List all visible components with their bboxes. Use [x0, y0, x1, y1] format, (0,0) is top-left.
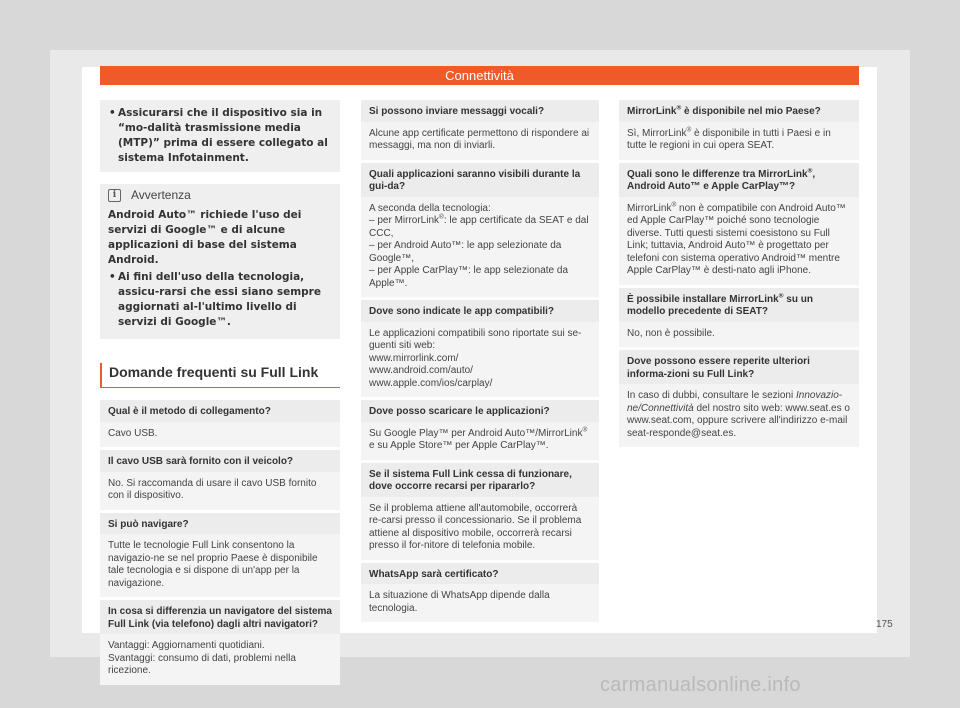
answer-line: Vantaggi: Aggiornamenti quotidiani.: [108, 640, 265, 651]
faq-item: [361, 100, 599, 160]
registered-mark: ®: [778, 292, 784, 300]
registered-mark: ®: [582, 426, 588, 434]
faq-item: [619, 163, 859, 285]
faq-answer: [361, 422, 599, 460]
watermark: carmanualsonline.info: [600, 674, 801, 696]
warning-text: Android Auto™ richiede l'uso dei servizi di Google™ e di alcune applicazioni di base del sistema Android.: [108, 209, 302, 266]
website-link: www.android.com/auto/: [369, 365, 473, 376]
right-column: [619, 100, 859, 450]
faq-answer: La situazione di WhatsApp dipende dalla tecnologia.: [361, 584, 599, 622]
warning-header: [108, 184, 332, 206]
question-fragment: Quali sono le differenze tra MirrorLink: [627, 168, 808, 180]
faq-question: Qual è il metodo di collegamento?: [100, 400, 340, 422]
question-fragment: È possibile installare MirrorLink: [627, 293, 779, 305]
chapter-header: Connettività: [100, 66, 859, 85]
answer-line: A seconda della tecnologia:: [369, 202, 491, 214]
faq-item: [100, 450, 340, 510]
faq-question: Si può navigare?: [100, 513, 340, 535]
question-fragment: , Android Auto™ e Apple CarPlay™?: [627, 168, 816, 192]
left-column: [100, 100, 340, 688]
instruction-box: [100, 100, 340, 172]
faq-item: [361, 400, 599, 460]
instruction-bullet: • Assicurarsi che il dispositivo sia in “mo-dalità trasmissione media (MTP)” prima di essere collegato al sistema Infotainment.: [108, 106, 332, 166]
answer-line: – per Apple CarPlay™: le app selezionate da Apple™.: [369, 265, 569, 289]
registered-mark: ®: [676, 104, 682, 112]
answer-fragment: non è compatibile con Android Auto™ ed Apple CarPlay™ poiché sono tecnologie diverse. Tutti questi sistemi coesistono su Full Link; tuttavia, Android Auto™ è progettato per telefoni con sistema operativo Android™ mentre Apple CarPlay™ è desti-nato agli iPhone.: [627, 202, 846, 276]
answer-fragment: Su Google Play™ per Android Auto™/MirrorLink: [369, 427, 583, 439]
faq-question: Si possono inviare messaggi vocali?: [361, 100, 599, 122]
faq-answer: No. Si raccomanda di usare il cavo USB fornito con il dispositivo.: [100, 472, 340, 510]
faq-question: [619, 163, 859, 197]
section-reference: Innovazio-ne/Connettività: [627, 390, 843, 414]
answer-fragment: e su Apple Store™ per Apple CarPlay™.: [369, 440, 549, 451]
faq-answer: Alcune app certificate permettono di rispondere ai messaggi, ma non di inviarli.: [361, 122, 599, 160]
faq-answer: [361, 322, 599, 398]
answer-fragment: : le app certificate da SEAT e dal CCC,: [369, 215, 589, 239]
faq-question: Se il sistema Full Link cessa di funzionare, dove occorre recarsi per ripararlo?: [361, 463, 599, 497]
faq-question: [619, 100, 859, 122]
answer-fragment: In caso di dubbi, consultare le sezioni: [627, 390, 796, 401]
question-fragment: è disponibile nel mio Paese?: [681, 106, 821, 117]
faq-answer: [619, 197, 859, 285]
faq-question: Dove posso scaricare le applicazioni?: [361, 400, 599, 422]
page-number: 175: [876, 619, 893, 630]
faq-item: [361, 300, 599, 397]
faq-answer: Cavo USB.: [100, 422, 340, 448]
faq-item: [619, 350, 859, 447]
faq-item: [619, 288, 859, 348]
faq-question: Quali applicazioni saranno visibili durante la gui-da?: [361, 163, 599, 197]
answer-fragment: è disponibile in tutti i Paesi e in tutte le regioni in cui opera SEAT.: [627, 127, 831, 151]
registered-mark: ®: [686, 126, 692, 134]
faq-answer: [100, 634, 340, 685]
faq-question: In cosa si differenzia un navigatore del sistema Full Link (via telefono) dagli altri navigatori?: [100, 600, 340, 634]
answer-line: Svantaggi: consumo di dati, problemi nella ricezione.: [108, 652, 296, 676]
faq-item: [100, 600, 340, 685]
answer-fragment: – per MirrorLink: [369, 215, 440, 226]
website-link: www.apple.com/ios/carplay/: [369, 377, 493, 389]
faq-question: WhatsApp sarà certificato?: [361, 563, 599, 585]
website-link: www.mirrorlink.com/: [369, 352, 459, 364]
faq-item: [361, 163, 599, 298]
answer-fragment: MirrorLink: [627, 202, 672, 214]
faq-answer: No, non è possibile.: [619, 322, 859, 348]
faq-item: [619, 100, 859, 160]
faq-answer: [619, 122, 859, 160]
faq-item: [100, 513, 340, 598]
warning-bullet: • Ai fini dell'uso della tecnologia, assicu-rarsi che essi siano sempre aggiornati al-l'ultimo livello di servizi di Google™.: [108, 270, 332, 330]
answer-line: Le applicazioni compatibili sono riportate sui se-guenti siti web:: [369, 327, 582, 351]
section-title: Domande frequenti su Full Link: [100, 363, 340, 388]
warning-box: [100, 184, 340, 339]
faq-answer: [361, 197, 599, 298]
faq-question: Il cavo USB sarà fornito con il veicolo?: [100, 450, 340, 472]
registered-mark: ®: [807, 167, 813, 175]
faq-answer: Se il problema attiene all'automobile, occorrerà re-carsi presso il concessionario. Se il problema attiene al dispositivo mobile, occorrerà recarsi presso il for-nitore di telefonia mobile.: [361, 497, 599, 560]
info-icon: i: [108, 189, 121, 202]
answer-fragment: del nostro sito web: www.seat.es o www.seat.com, oppure scrivere all'indirizzo e-mail seat-responde@seat.es.: [627, 402, 850, 439]
answer-fragment: Sì, MirrorLink: [627, 127, 687, 139]
registered-mark: ®: [439, 213, 444, 221]
question-fragment: MirrorLink: [627, 106, 677, 117]
question-fragment: su un modello precedente di SEAT?: [627, 293, 813, 317]
faq-answer: Tutte le tecnologie Full Link consentono la navigazio-ne se nel proprio Paese è disponibile tale tecnologia e si dispone di un'app per la navigazione.: [100, 534, 340, 597]
answer-line: [369, 215, 591, 240]
faq-answer: [619, 384, 859, 447]
faq-item: [361, 563, 599, 623]
faq-question: [619, 288, 859, 322]
faq-item: [361, 463, 599, 560]
warning-title: Avvertenza: [131, 187, 191, 202]
registered-mark: ®: [671, 201, 677, 209]
middle-column: [361, 100, 599, 625]
answer-line: – per Android Auto™: le app selezionate da Google™,: [369, 240, 562, 264]
faq-question: Dove possono essere reperite ulteriori informa-zioni su Full Link?: [619, 350, 859, 384]
faq-question: Dove sono indicate le app compatibili?: [361, 300, 599, 322]
faq-item: [100, 400, 340, 447]
